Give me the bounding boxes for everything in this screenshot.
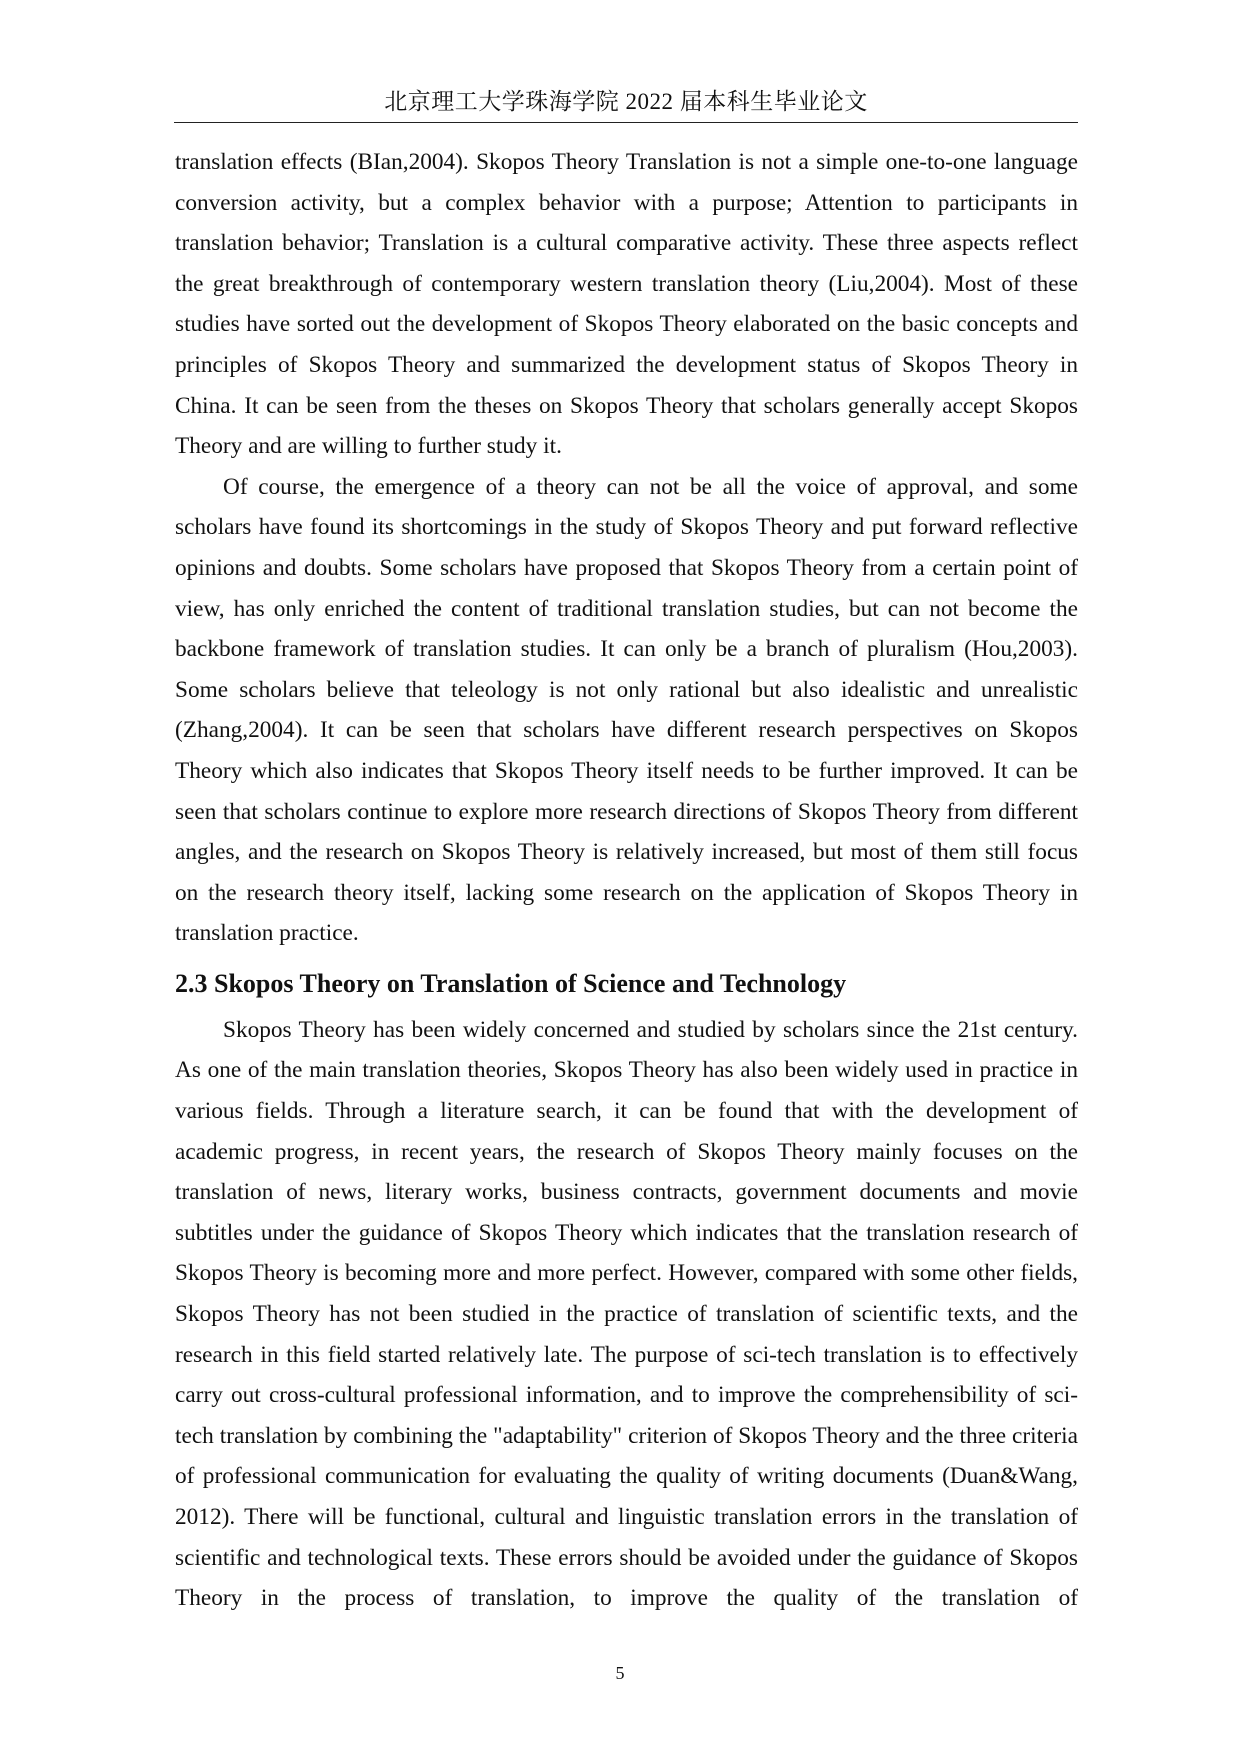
section-heading: 2.3 Skopos Theory on Translation of Science and Technology <box>175 968 847 998</box>
paragraph-continued: translation effects (BIan,2004). Skopos Theory Translation is not a simple one-to-one language conversion activity, but a complex behavior with a purpose; Attention to participants in translation behavior; Translation is a cultural comparative activity. These three aspects reflect the great breakthrough of contemporary western translation theory (Liu,2004). Most of these studies have sorted out the development of Skopos Theory elaborated on the basic concepts and principles of Skopos Theory and summarized the development status of Skopos Theory in China. It can be seen from the theses on Skopos Theory that scholars generally accept Skopos Theory and are willing to further study it. <box>175 149 1078 460</box>
paragraph-criticism: Of course, the emergence of a theory can not be all the voice of approval, and some scholars have found its shortcomings in the study of Skopos Theory and put forward reflective opinions and doubts. Some scholars have proposed that Skopos Theory from a certain point of view, has only enriched the content of traditional translation studies, but can not become the backbone framework of translation studies. It can only be a branch of pluralism (Hou,2003). Some scholars believe that teleology is not only rational but also idealistic and unrealistic (Zhang,2004). It can be seen that scholars have different research perspectives on Skopos Theory which also indicates that Skopos Theory itself needs to be further improved. It can be seen that scholars continue to explore more research directions of Skopos Theory from different angles, and the research on Skopos Theory is relatively increased, but most of them still focus on the research theory itself, lacking some research on the application of Skopos Theory in translation practice. <box>175 473 1078 947</box>
running-header: 北京理工大学珠海学院 2022 届本科生毕业论文 <box>384 89 868 114</box>
page-body <box>175 142 1078 1619</box>
page-number: 5 <box>615 1663 625 1683</box>
paragraph-sci-tech: Skopos Theory has been widely concerned and studied by scholars since the 21st century. As one of the main translation theories, Skopos Theory has also been widely used in practice in various fields. Through a literature search, it can be found that with the development of academic progress, in recent years, the research of Skopos Theory mainly focuses on the translation of news, literary works, business contracts, government documents and movie subtitles under the guidance of Skopos Theory which indicates that the translation research of Skopos Theory is becoming more and more perfect. However, compared with some other fields, Skopos Theory has not been studied in the practice of translation of scientific texts, and the research in this field started relatively late. The purpose of sci-tech translation is to effectively carry out cross-cultural professional information, and to improve the comprehensibility of sci-tech translation by combining the "adaptability" criterion of Skopos Theory and the three criteria of professional communication for evaluating the quality of writing documents (Duan&Wang, 2012). There will be functional, cultural and linguistic translation errors in the translation of scientific and technological texts. These errors should be avoided under the guidance of Skopos Theory in the process of translation, to improve the quality of the translation of <box>175 1016 1078 1612</box>
header-divider <box>174 122 1078 123</box>
